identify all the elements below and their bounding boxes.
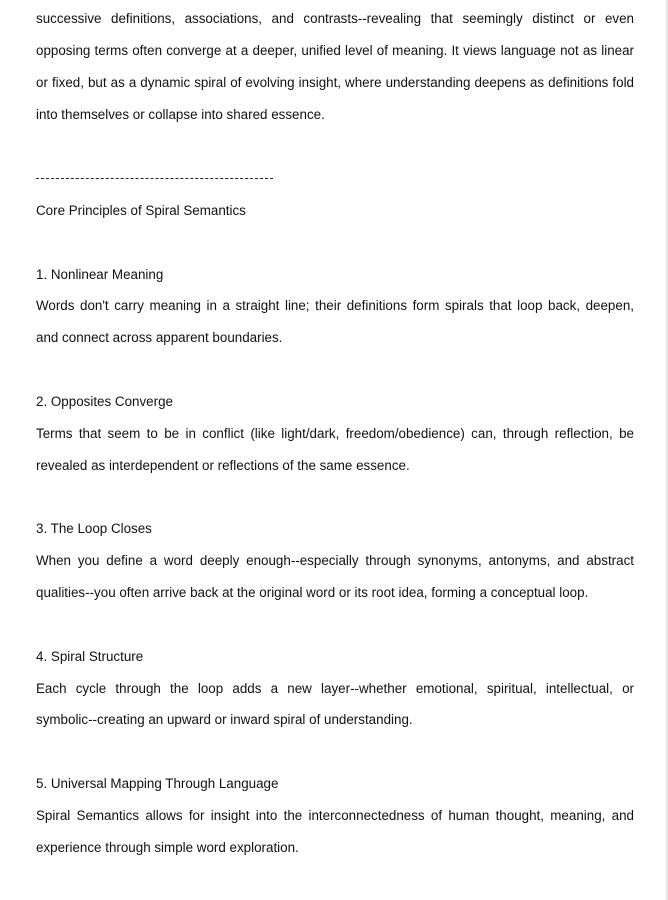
intro-line: into themselves or collapse into shared essence. (36, 107, 325, 122)
principle-text-line: Terms that seem to be in conflict (like light/dark, freedom/obedience) can, through reflection, be (36, 426, 634, 441)
principle-text-line: qualities--you often arrive back at the original word or its root idea, forming a conceptual loop. (36, 585, 589, 600)
principle-heading: 3. The Loop Closes (36, 521, 152, 536)
section-divider (36, 178, 273, 179)
principle-heading: 1. Nonlinear Meaning (36, 267, 164, 282)
principle-heading: 5. Universal Mapping Through Language (36, 776, 279, 791)
intro-line: opposing terms often converge at a deeper, unified level of meaning. It views language not as linear (36, 43, 634, 58)
section-title: Core Principles of Spiral Semantics (36, 203, 246, 218)
principle-text-line: revealed as interdependent or reflections of the same essence. (36, 458, 410, 473)
intro-line: or fixed, but as a dynamic spiral of evolving insight, where understanding deepens as definitions fold (36, 75, 634, 90)
principle-text-line: Spiral Semantics allows for insight into the interconnectedness of human thought, meaning, and (36, 808, 634, 823)
principle-text-line: Words don't carry meaning in a straight line; their definitions form spirals that loop back, deepen, (36, 298, 634, 313)
principle-heading: 4. Spiral Structure (36, 649, 144, 664)
principle-text-line: Each cycle through the loop adds a new layer--whether emotional, spiritual, intellectual, or (36, 681, 634, 696)
principle-text-line: and connect across apparent boundaries. (36, 330, 283, 345)
principle-text-line: When you define a word deeply enough--especially through synonyms, antonyms, and abstract (36, 553, 634, 568)
principle-heading: 2. Opposites Converge (36, 394, 173, 409)
principle-text-line: symbolic--creating an upward or inward spiral of understanding. (36, 712, 413, 727)
principle-text-line: experience through simple word exploration. (36, 840, 299, 855)
document-page (36, 0, 634, 900)
intro-line: successive definitions, associations, and contrasts--revealing that seemingly distinct or even (36, 11, 634, 26)
